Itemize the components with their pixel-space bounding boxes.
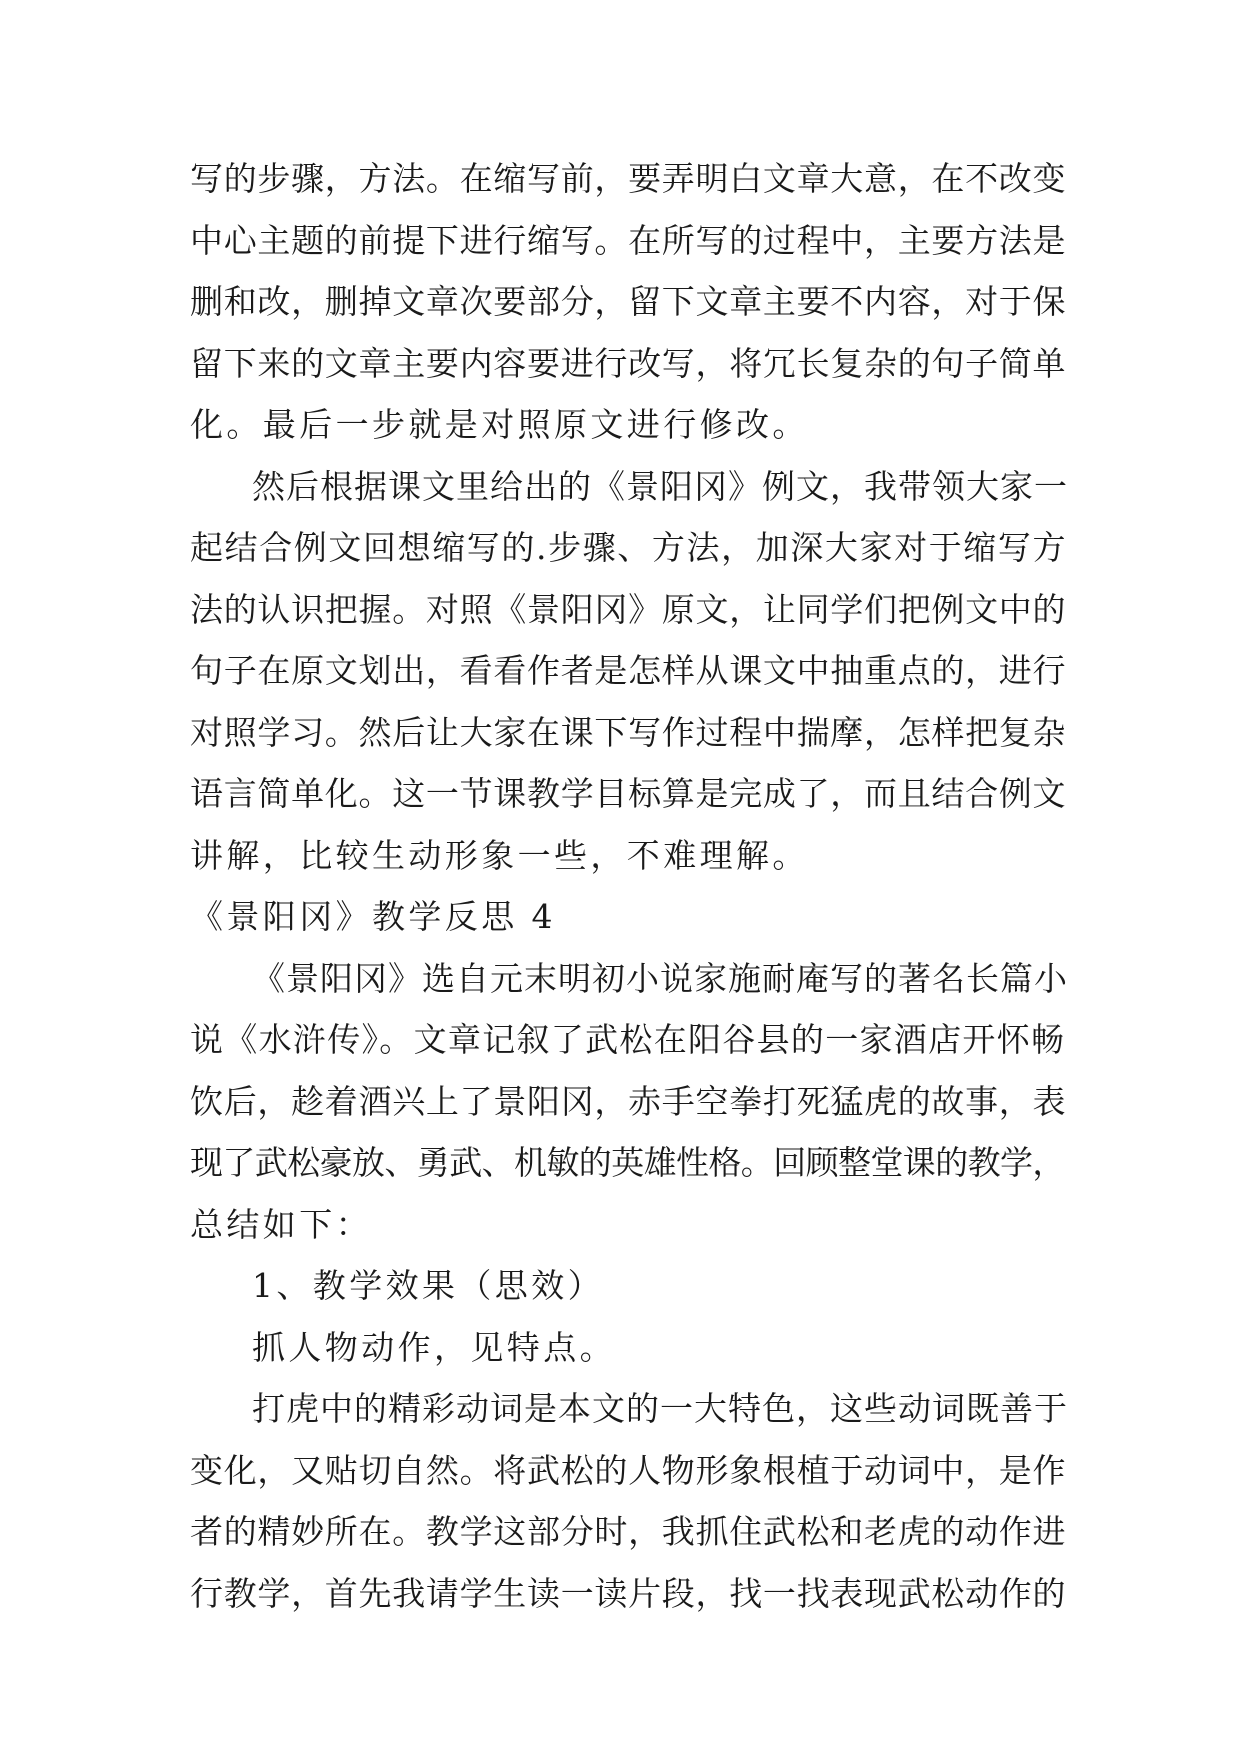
text-line: 总结如下：: [190, 1204, 372, 1244]
text-line: 现了武松豪放、勇武、机敏的英雄性格。回顾整堂课的教学，: [190, 1143, 1065, 1182]
text-line: 说《水浒传》。文章记叙了武松在阳谷县的一家酒店开怀畅: [190, 1020, 1066, 1059]
text-line: 变化，又贴切自然。将武松的人物形象根植于动词中，是作: [190, 1450, 1067, 1490]
text-line: 起结合例文回想缩写的.步骤、方法，加深大家对于缩写方: [190, 528, 1068, 567]
text-line: 然后根据课文里给出的《景阳冈》例文，我带领大家一: [252, 466, 1068, 506]
text-line: 抓人物动作，见特点。: [252, 1327, 616, 1367]
text-line: 法的认识把握。对照《景阳冈》原文，让同学们把例文中的: [190, 589, 1067, 629]
text-line: 讲解，比较生动形象一些，不难理解。: [190, 835, 809, 875]
text-line: 删和改，删掉文章次要部分，留下文章主要不内容，对于保: [190, 282, 1067, 321]
text-line: 中心主题的前提下进行缩写。在所写的过程中，主要方法是: [190, 220, 1067, 260]
section-heading: 《景阳冈》教学反思 4: [190, 897, 556, 936]
text-line: 留下来的文章主要内容要进行改写，将冗长复杂的句子简单: [190, 343, 1067, 383]
text-line: 语言简单化。这一节课教学目标算是完成了，而且结合例文: [190, 774, 1067, 813]
text-line: 句子在原文划出，看看作者是怎样从课文中抽重点的，进行: [190, 651, 1067, 690]
text-line: 行教学，首先我请学生读一读片段，找一找表现武松动作的: [190, 1573, 1067, 1613]
text-line: 化。最后一步就是对照原文进行修改。: [190, 405, 809, 444]
text-line: 《景阳冈》选自元末明初小说家施耐庵写的著名长篇小: [252, 958, 1068, 998]
text-line: 饮后，趁着酒兴上了景阳冈，赤手空拳打死猛虎的故事，表: [190, 1081, 1067, 1121]
document-body: [190, 148, 1070, 1624]
text-line: 写的步骤，方法。在缩写前，要弄明白文章大意，在不改变: [190, 159, 1067, 198]
text-line: 对照学习。然后让大家在课下写作过程中揣摩，怎样把复杂: [190, 712, 1067, 752]
text-line: 1、教学效果（思效）: [252, 1266, 604, 1305]
text-line: 打虎中的精彩动词是本文的一大特色，这些动词既善于: [252, 1389, 1068, 1428]
text-line: 者的精妙所在。教学这部分时，我抓住武松和老虎的动作进: [190, 1512, 1067, 1551]
